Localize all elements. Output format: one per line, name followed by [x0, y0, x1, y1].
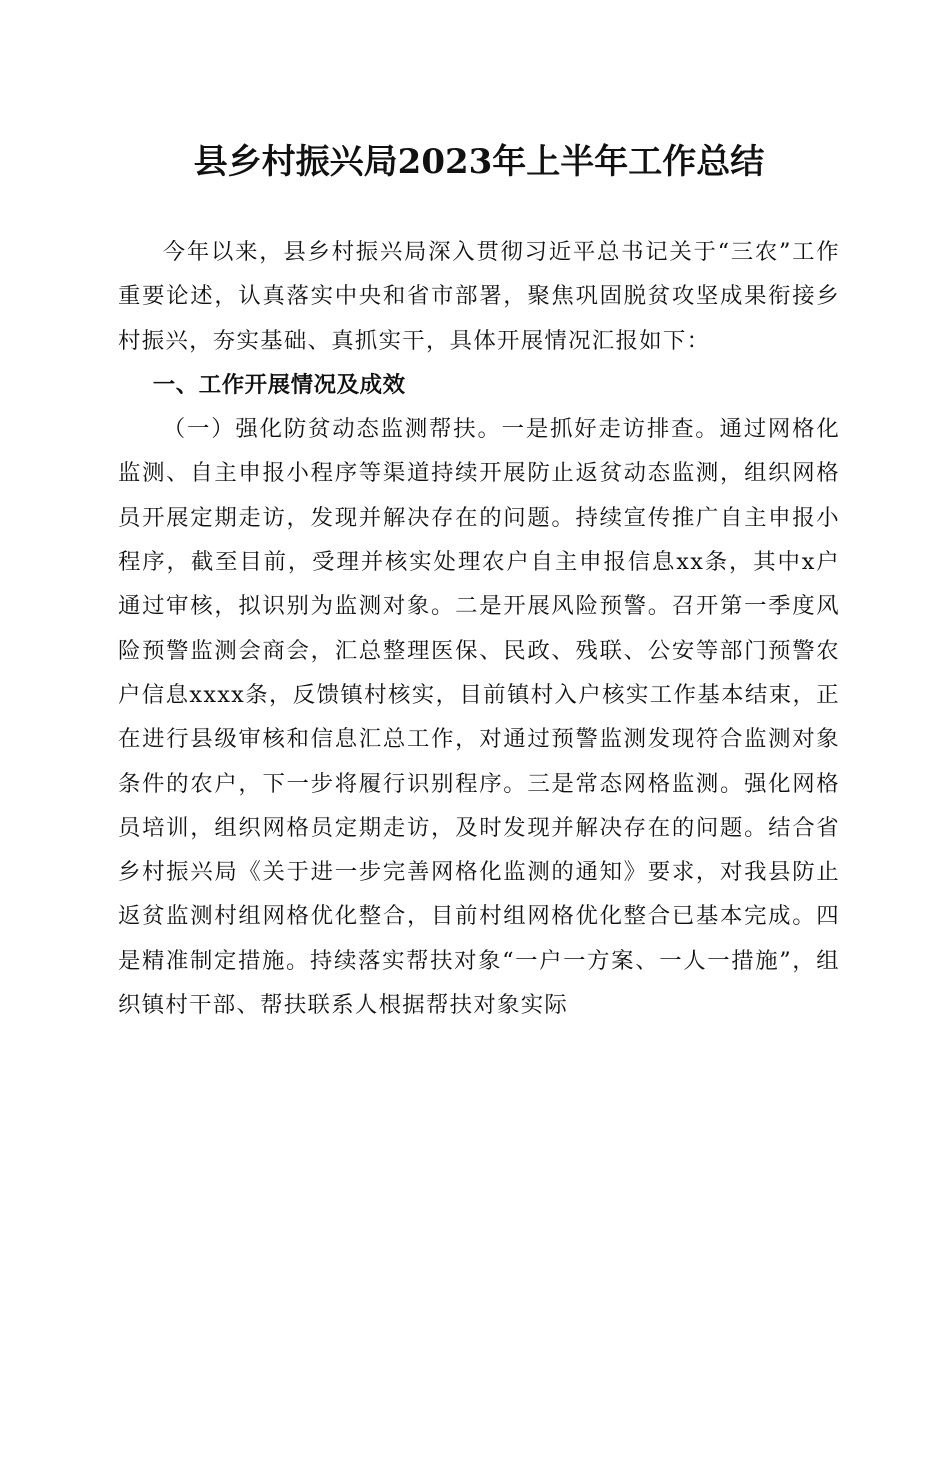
document-body — [118, 230, 840, 1027]
subsection-text: 强化防贫动态监测帮扶。一是抓好走访排查。通过网格化监测、自主申报小程序等渠道持续开展防止返贫动态监测，组织网格员开展定期走访，发现并解决存在的问题。持续宣传推广自主申报小程序，截至目前，受理并核实处理农户自主申报信息xx条，其中x户通过审核，拟识别为监测对象。二是开展风险预警。召开第一季度风险预警监测会商会，汇总整理医保、民政、残联、公安等部门预警农户信息xxxx条，反馈镇村核实，目前镇村入户核实工作基本结束，正在进行县级审核和信息汇总工作，对通过预警监测发现符合监测对象条件的农户，下一步将履行识别程序。三是常态网格监测。强化网格员培训，组织网格员定期走访，及时发现并解决存在的问题。结合省乡村振兴局《关于进一步完善网格化监测的通知》要求，对我县防止返贫监测村组网格优化整合，目前村组网格优化整合已基本完成。四是精准制定措施。持续落实帮扶对象“一户一方案、一人一措施”，组织镇村干部、帮扶联系人根据帮扶对象实际 — [118, 416, 841, 1019]
intro-paragraph: 今年以来，县乡村振兴局深入贯彻习近平总书记关于“三农”工作重要论述，认真落实中央和省市部署，聚焦巩固脱贫攻坚成果衔接乡村振兴，夯实基础、真抓实干，具体开展情况汇报如下： — [118, 239, 840, 354]
section-heading: 一、工作开展情况及成效 — [152, 371, 406, 398]
subsection-number: （一） — [162, 416, 236, 443]
document-page — [0, 132, 950, 1476]
document-title: 县乡村振兴局2023年上半年工作总结 — [193, 142, 765, 182]
subsection-paragraph — [118, 407, 840, 1027]
